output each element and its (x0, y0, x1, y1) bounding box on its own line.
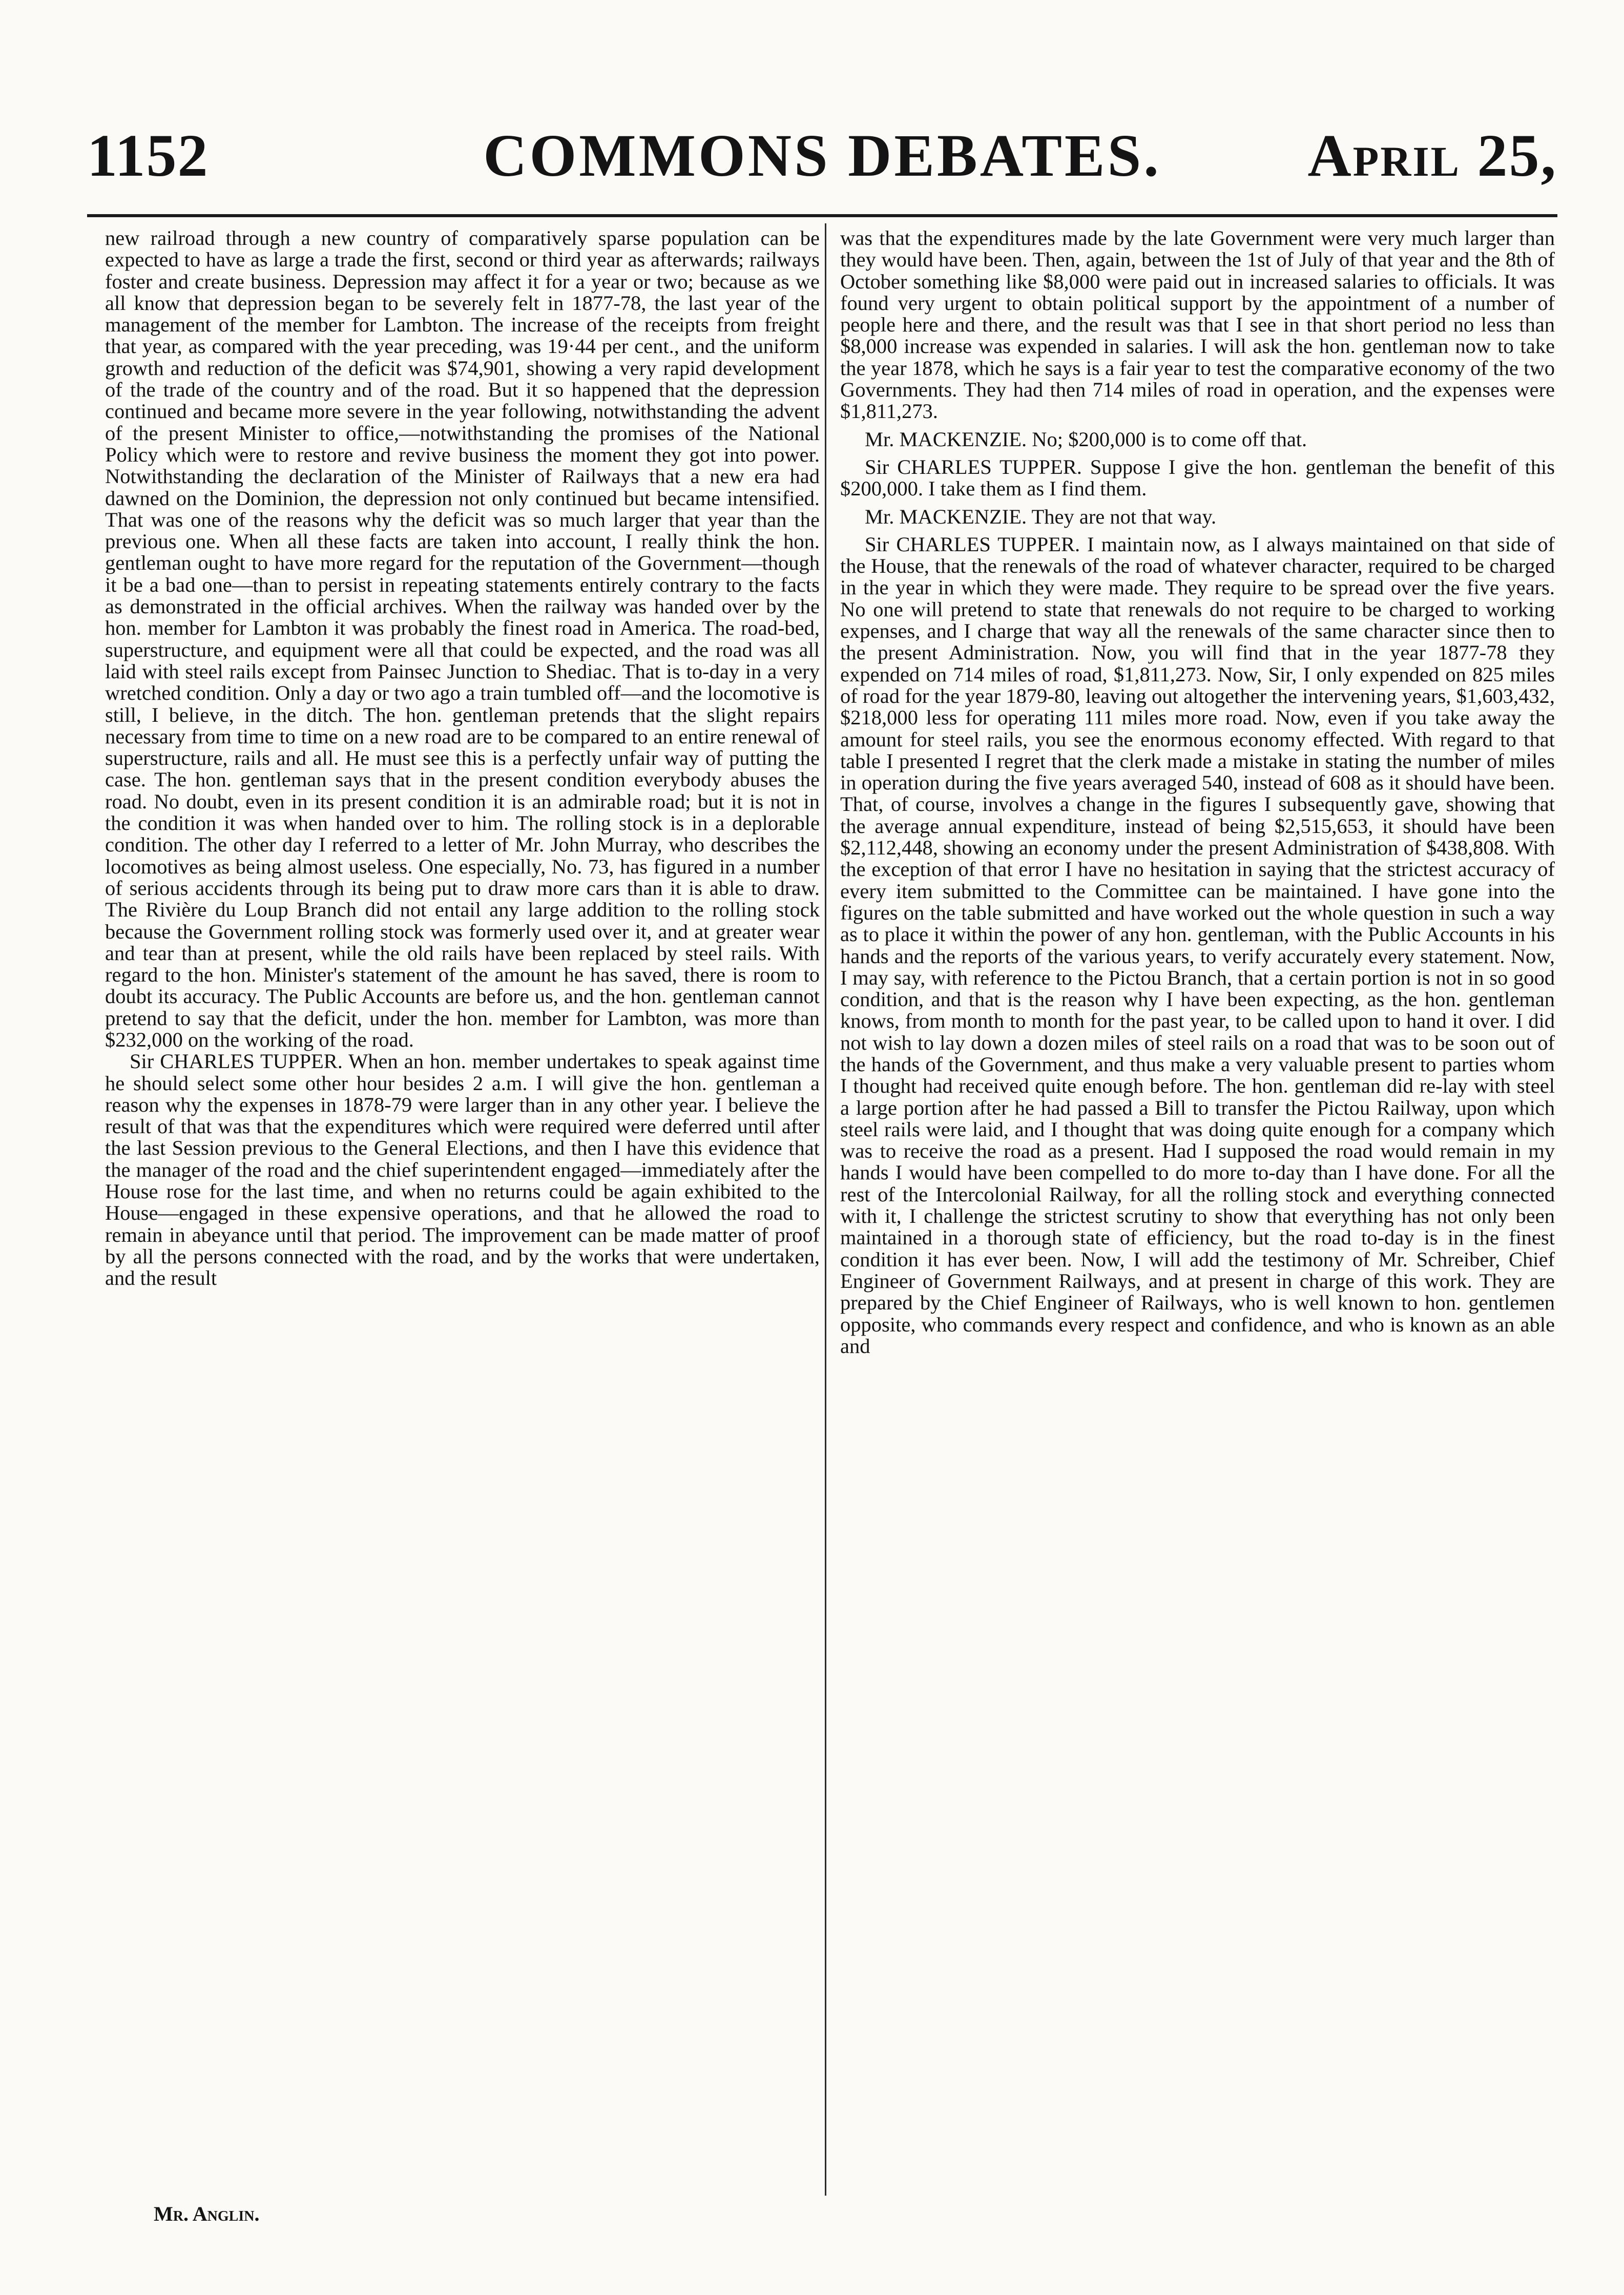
paragraph: Sir CHARLES TUPPER. When an hon. member undertakes to speak against time he should select some other hour besides 2 a.m. I will give the hon. gentleman a reason why the expenses in 1878-79 were larger than in any other year. I believe the result of that was that the expenditures which were required were deferred until after the last Session previous to the General Elections, and then I have this evidence that the manager of the road and the chief superintendent engaged—immediately after the House rose for the last time, and when no returns could be again exhibited to the House—engaged in these expensive operations, and that he allowed the road to remain in abeyance until that period. The improvement can be made matter of proof by all the persons connected with the road, and by the works that were undertaken, and the result (105, 1050, 820, 1290)
date-line: April 25, (1307, 122, 1557, 189)
page-title: COMMONS DEBATES. (483, 122, 1161, 189)
right-column (840, 227, 1555, 1357)
catchword: Mr. Anglin. (154, 2202, 260, 2225)
header-rule (87, 214, 1557, 217)
left-column (105, 227, 820, 1289)
page-header (87, 121, 1557, 193)
paragraph: Mr. MACKENZIE. They are not that way. (865, 505, 1217, 528)
page-number: 1152 (87, 122, 209, 189)
column-divider (825, 223, 826, 2196)
paragraph: new railroad through a new country of comparatively sparse population can be expected to have as large a trade the first, second or third year as afterwards; railways foster and create business. Depression may affect it for a year or two; because as we all know that depression began to be severely felt in 1877-78, the last year of the management of the member for Lambton. The increase of the receipts from freight that year, as compared with the year preceding, was 19·44 per cent., and the uniform growth and reduction of the deficit was $74,901, showing a very rapid development of the trade of the country and of the road. But it so happened that the depression continued and became more severe in the year following, notwithstanding the advent of the present Minister to office,—notwithstanding the promises of the National Policy which were to restore and revive business the moment they got into power. Notwithstanding the declaration of the Minister of Railways that a new era had dawned on the Dominion, the depression not only continued but became intensified. That was one of the reasons why the deficit was so much larger that year than the previous one. When all these facts are taken into account, I really think the hon. gentleman ought to have more regard for the reputation of the Government—though it be a bad one—than to persist in repeating statements entirely contrary to the facts as demonstrated in the official archives. When the railway was handed over by the hon. member for Lambton it was probably the finest road in America. The road-bed, superstructure, and equipment were all that could be expected, and the road was all laid with steel rails except from Painsec Junction to Shediac. That is to-day in a very wretched condition. Only a day or two ago a train tumbled off—and the locomotive is still, I believe, in the ditch. The hon. gentleman pretends that the slight repairs necessary from time to time on a new road are to be compared to an entire renewal of superstructure, rails and all. He must see this is a perfectly unfair way of putting the case. The hon. gentleman says that in the present condition everybody abuses the road. No doubt, even in its present condition it is an admirable road; but it is not in the condition it was when handed over to him. The rolling stock is in a deplorable condition. The other day I referred to a letter of Mr. John Murray, who describes the locomotives as being almost useless. One especially, No. 73, has figured in a number of serious accidents through its being put to draw more cars than it is able to draw. The Rivière du Loup Branch did not entail any large addition to the rolling stock because the Government rolling stock was formerly used over it, and at greater wear and tear than at present, while the old rails have been replaced by steel rails. With regard to the hon. Minister's statement of the amount he has saved, there is room to doubt its accuracy. The Public Accounts are before us, and the hon. gentleman cannot pretend to say that the deficit, under the hon. member for Lambton, was more than $232,000 on the working of the road. (105, 226, 820, 1051)
paragraph: Sir CHARLES TUPPER. Suppose I give the hon. gentleman the benefit of this $200,000. I take them as I find them. (840, 455, 1555, 500)
paragraph: was that the expenditures made by the late Government were very much larger than they would have been. Then, again, between the 1st of July of that year and the 8th of October something like $8,000 were paid out in increased salaries to officials. It was found very urgent to obtain political support by the appointment of a number of people here and there, and the result was that I see in that short period no less than $8,000 increase was expended in salaries. I will ask the hon. gentleman now to take the year 1878, which he says is a fair year to test the comparative economy of the two Governments. They had then 714 miles of road in operation, and the expenses were $1,811,273. (840, 226, 1555, 423)
paragraph: Mr. MACKENZIE. No; $200,000 is to come off that. (865, 427, 1307, 451)
paragraph: Sir CHARLES TUPPER. I maintain now, as I always maintained on that side of the House, that the renewals of the road of whatever character, required to be charged in the year in which they were made. They require to be spread over the five years. No one will pretend to state that renewals do not require to be charged to working expenses, and I charge that way all the renewals of the same character since then to the present Administration. Now, you will find that in the year 1877-78 they expended on 714 miles of road, $1,811,273. Now, Sir, I only expended on 825 miles of road for the year 1879-80, leaving out altogether the intervening years, $1,603,432, $218,000 less for operating 111 miles more road. Now, even if you take away the amount for steel rails, you see the enormous economy effected. With regard to that table I presented I regret that the clerk made a mistake in stating the number of miles in operation during the five years averaged 540, instead of 608 as it should have been. That, of course, involves a change in the figures I subsequently gave, showing that the average annual expenditure, instead of being $2,515,653, it should have been $2,112,448, showing an economy under the present Administration of $438,808. With the exception of that error I have no hesitation in saying that the strictest accuracy of every item submitted to the Committee can be maintained. I have gone into the figures on the table submitted and have worked out the whole question in such a way as to place it within the power of any hon. gentleman, with the Public Accounts in his hands and the reports of the various years, to verify accurately every statement. Now, I may say, with reference to the Pictou Branch, that a certain portion is not in so good condition, and that is the reason why I have been expecting, as the hon. gentleman knows, from month to month for the past year, to be called upon to hand it over. I did not wish to lay down a dozen miles of steel rails on a road that was to be soon out of the hands of the Government, and thus make a very valuable present to parties whom I thought had received quite enough before. The hon. gentleman did re-lay with steel a large portion after he had passed a Bill to transfer the Pictou Railway, upon which steel rails were laid, and I thought that was doing quite enough for a company which was to receive the road as a present. Had I supposed the road would remain in my hands I would have been compelled to do more to-day than I have done. For all the rest of the Intercolonial Railway, for all the rolling stock and everything connected with it, I challenge the strictest scrutiny to show that everything has not only been maintained in a thorough state of efficiency, but the road to-day is in the finest condition it has ever been. Now, I will add the testimony of Mr. Schreiber, Chief Engineer of Government Railways, and at present in charge of this work. They are prepared by the Chief Engineer of Railways, who is well known to hon. gentlemen opposite, who commands every respect and confidence, and who is known as an able and (840, 532, 1555, 1358)
